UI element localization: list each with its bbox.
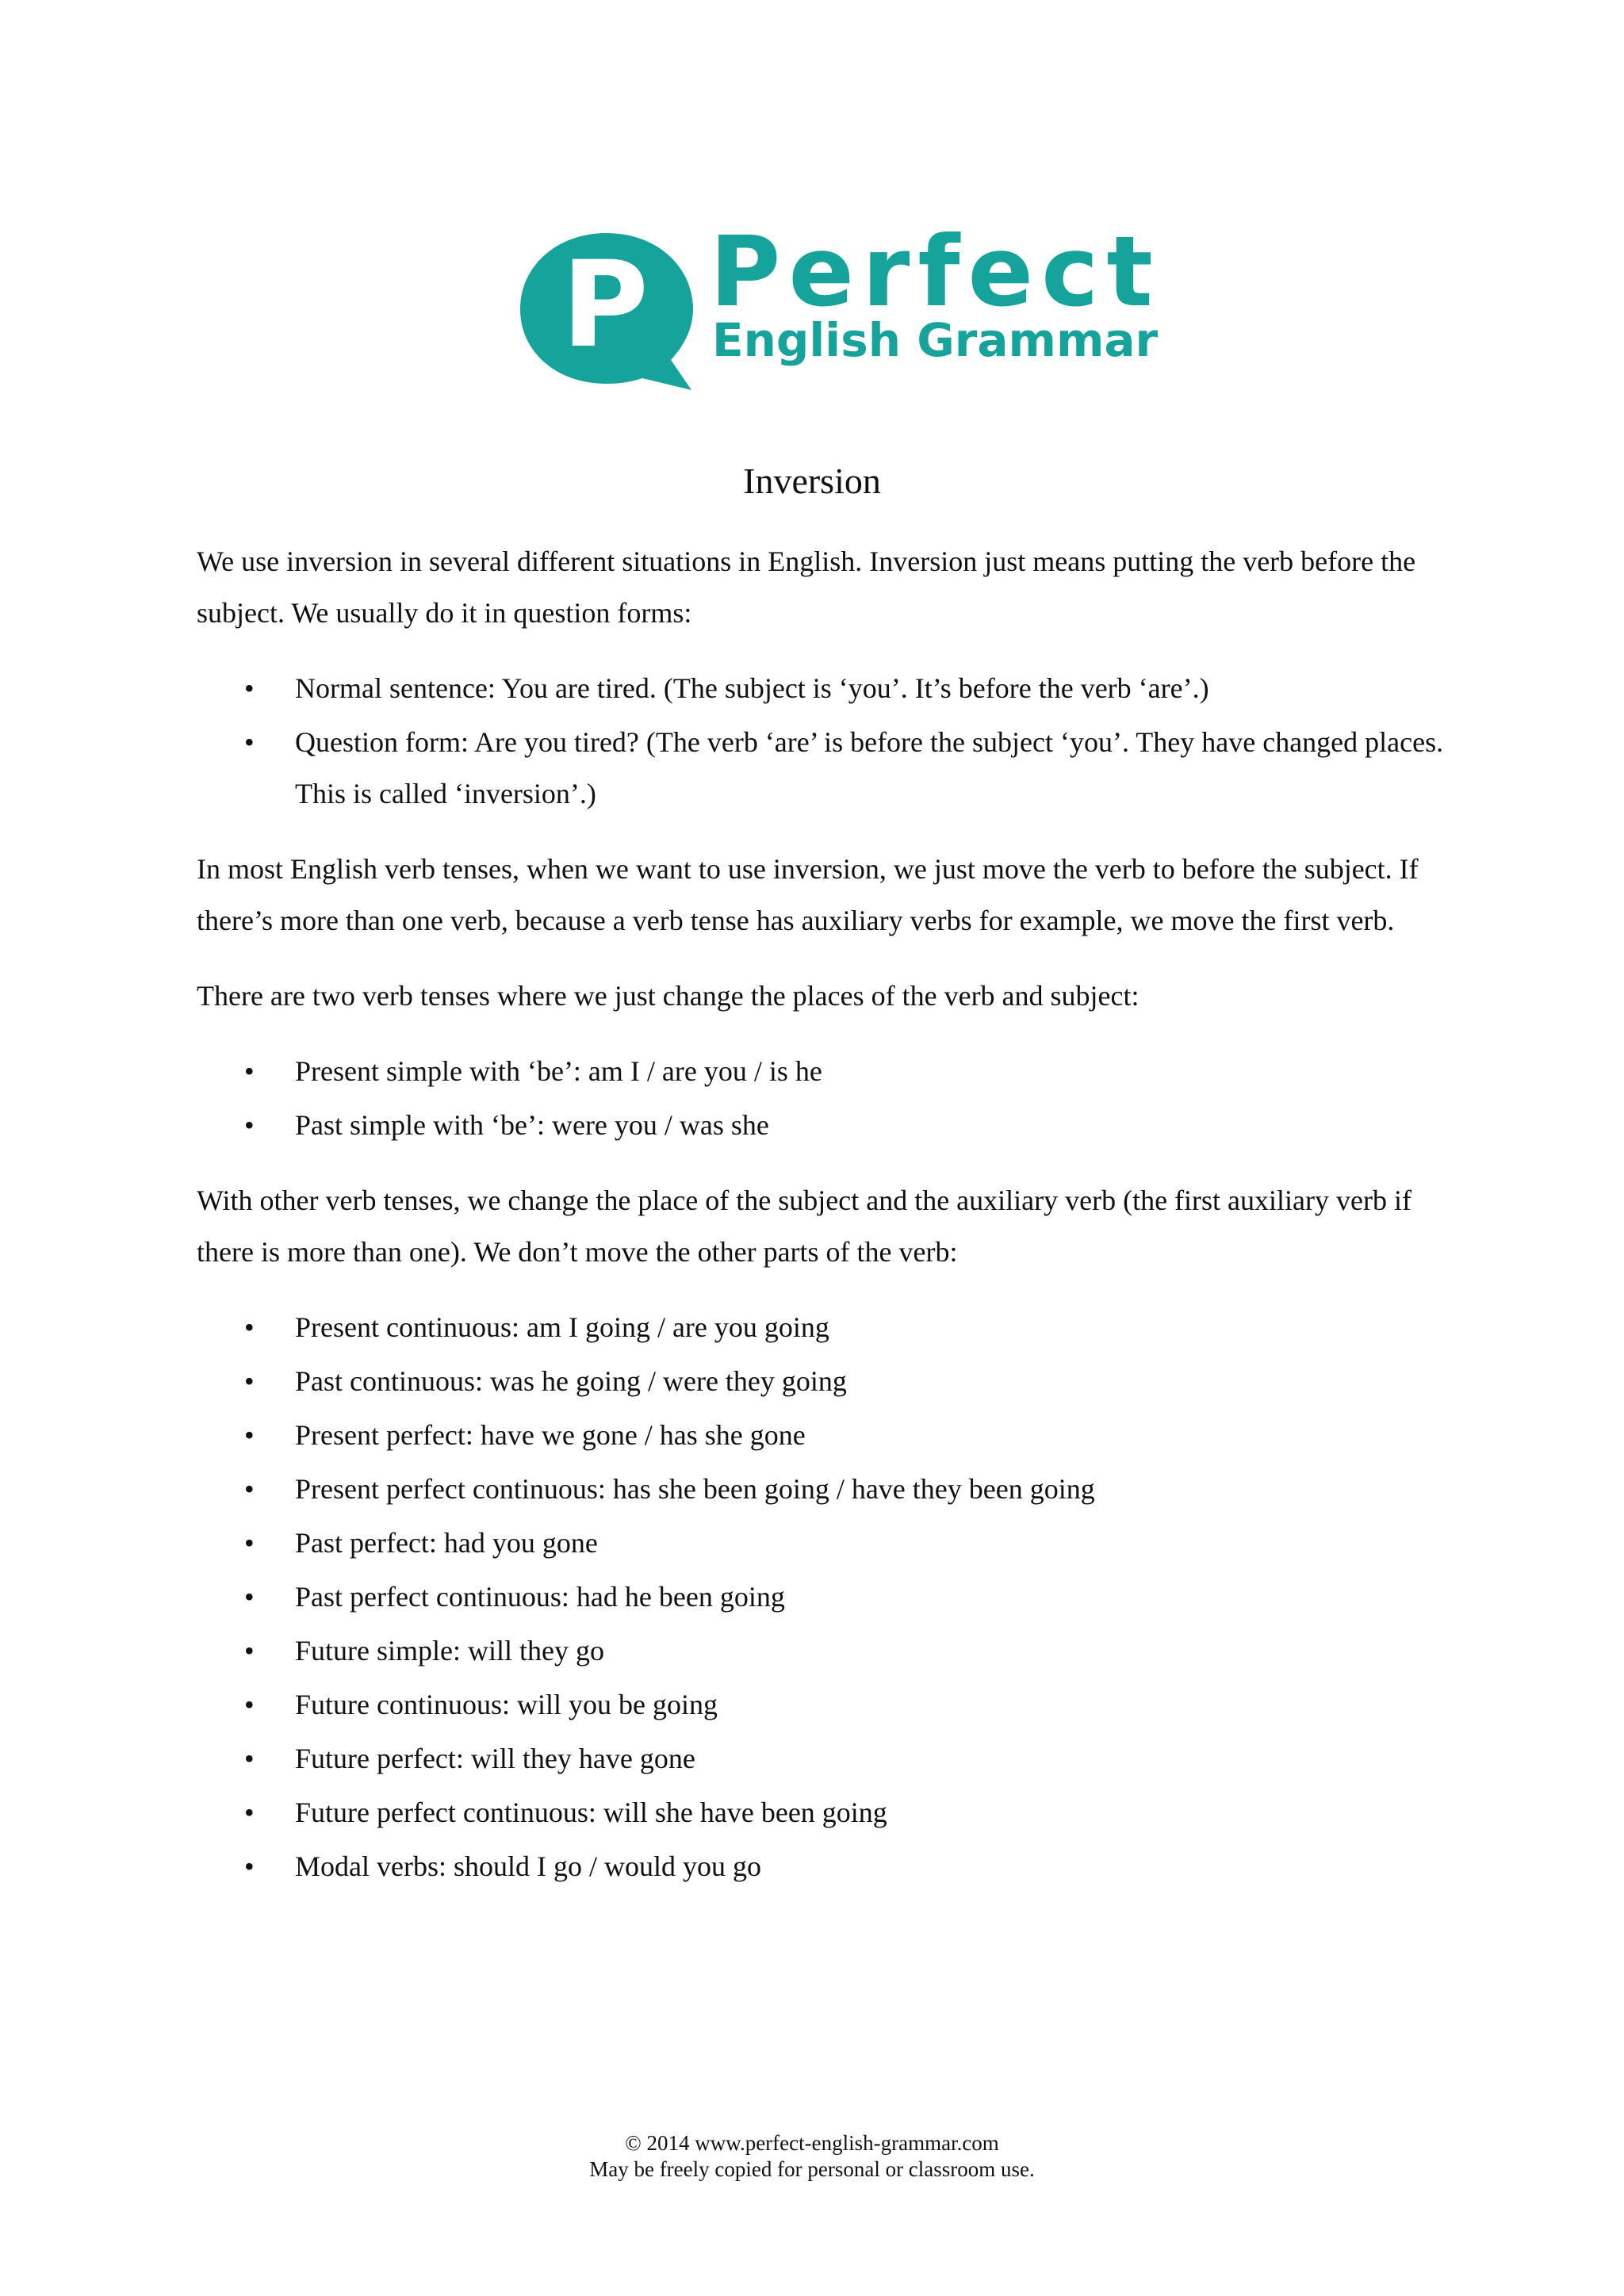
list-item: • Modal verbs: should I go / would you go (197, 1841, 1450, 1892)
intro-paragraph: We use inversion in several different situations in English. Inversion just means putting the verb before the subject. We usually do it in question forms: (197, 545, 1416, 629)
bullet-icon: • (244, 1689, 255, 1720)
list-item: • Future perfect: will they have gone (197, 1733, 1450, 1785)
list-item: • Future simple: will they go (197, 1625, 1450, 1677)
bullet-icon: • (244, 726, 255, 758)
list-item: • Present continuous: am I going / are you going (197, 1302, 1450, 1353)
logo (515, 216, 1161, 398)
bullet-icon: • (244, 1743, 255, 1774)
list-item: • Present simple with ‘be’: am I / are you / is he (197, 1046, 1450, 1097)
list-item: • Normal sentence: You are tired. (The subject is ‘you’. It’s before the verb ‘are’.) (197, 663, 1450, 714)
logo-subtitle-text: English Grammar (712, 313, 1159, 367)
other-tenses-list (197, 1302, 1450, 1892)
list-item: • Question form: Are you tired? (The verb ‘are’ is before the subject ‘you’. They have changed places. This is called ‘inversion’.) (197, 717, 1450, 820)
list-item: • Past perfect continuous: had he been going (197, 1571, 1450, 1623)
list-item: • Past simple with ‘be’: were you / was she (197, 1100, 1450, 1151)
be-list (197, 1046, 1450, 1151)
list-item: • Past continuous: was he going / were they going (197, 1356, 1450, 1407)
bullet-icon: • (244, 1311, 255, 1343)
list-item: • Present perfect continuous: has she been going / have they been going (197, 1464, 1450, 1515)
list-item: • Past perfect: had you gone (197, 1517, 1450, 1569)
bullet-icon: • (244, 1850, 255, 1882)
other-tenses-paragraph: With other verb tenses, we change the place of the subject and the auxiliary verb (the first auxiliary verb if there is more than one). We don’t move the other parts of the verb: (197, 1184, 1411, 1268)
bullet-icon: • (244, 1365, 255, 1397)
tenses-paragraph: In most English verb tenses, when we want to use inversion, we just move the verb to before the subject. If there’s more than one verb, because a verb tense has auxiliary verbs for example, we move the first verb. (197, 853, 1419, 936)
document-body (197, 536, 1450, 1916)
page-title: Inversion (743, 461, 881, 501)
list-item: • Present perfect: have we gone / has she gone (197, 1410, 1450, 1461)
bullet-icon: • (244, 1635, 255, 1667)
bullet-icon: • (244, 1581, 255, 1613)
copyright-line: © 2014 www.perfect-english-grammar.com (625, 2131, 999, 2155)
bullet-icon: • (244, 1055, 255, 1087)
bullet-icon: • (244, 1797, 255, 1828)
bullet-icon: • (244, 1419, 255, 1451)
speech-bubble-p-icon (515, 227, 698, 393)
logo-brand-text: Perfect (710, 216, 1161, 328)
list-item: • Future continuous: will you be going (197, 1679, 1450, 1731)
bullet-icon: • (244, 1473, 255, 1505)
page-footer (0, 2130, 1624, 2183)
bullet-icon: • (244, 672, 255, 704)
bullet-icon: • (244, 1527, 255, 1559)
two-tenses-paragraph: There are two verb tenses where we just change the places of the verb and subject: (197, 980, 1139, 1012)
list-item: • Future perfect continuous: will she have been going (197, 1787, 1450, 1839)
bullet-icon: • (244, 1109, 255, 1141)
svg-text:P: P (561, 236, 649, 374)
license-line: May be freely copied for personal or classroom use. (589, 2157, 1035, 2181)
example-list (197, 663, 1450, 820)
